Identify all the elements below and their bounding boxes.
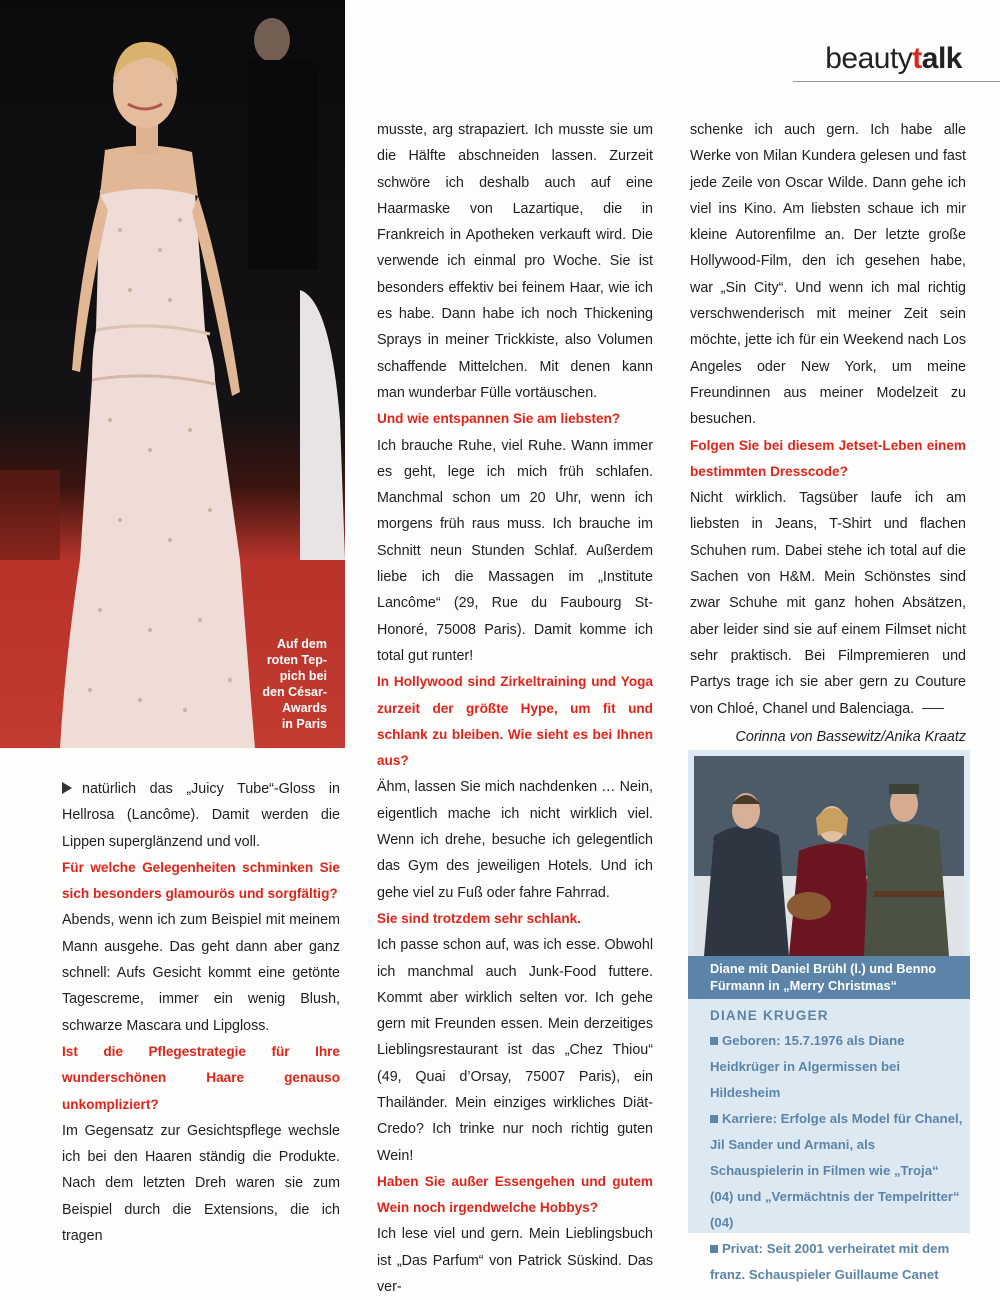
question: Haben Sie außer Essengehen und gutem Wein noch irgendwelche Hobbys?	[377, 1173, 653, 1216]
profile-title: DIANE KRUGER	[710, 1008, 829, 1023]
article-column-1	[62, 776, 340, 1249]
main-photo	[0, 0, 345, 748]
profile-facts	[710, 1028, 964, 1288]
photo-caption: Auf dem roten Tep- pich bei den César- Awards in Paris	[262, 637, 327, 731]
answer: Im Gegensatz zur Gesichtspflege wechsle ich bei den Haaren ständig die Produkte. Nach dem letzten Dreh waren sie zum Beispiel durch die Extensions, die ich tragen	[62, 1122, 340, 1245]
question: Folgen Sie bei diesem Jetset-Leben einem bestimmten Dresscode?	[690, 437, 966, 479]
section-header	[825, 42, 962, 76]
profile-fact-born: Geboren: 15.7.1976 als Diane Heidkrüger in Algermissen bei Hildesheim	[710, 1033, 905, 1100]
answer: Ich passe schon auf, was ich esse. Obwohl ich manchmal auch Junk-Food futtere. Kommt aber wirklich selten vor. Ich gehe gern mit Freunden essen. Mein derzeitiges Lieblingsrestaurant ist das „Chez Thiou“ (49, Quai d’Orsay, 75007 Paris), ein Thailänder. Mein einziges wirkliches Diät-Credo? Ich trinke nur noch richtig guten Wein!	[377, 937, 653, 1164]
answer: Ich lese viel und gern. Mein Lieblingsbuch ist „Das Parfum“ von Patrick Süskind. Das ver-	[377, 1226, 653, 1296]
end-dash	[922, 708, 944, 709]
question: Ist die Pflegestrategie für Ihre wunderschönen Haare genauso unkompliziert?	[62, 1043, 340, 1112]
answer: Nicht wirklich. Tagsüber laufe ich am liebsten in Jeans, T-Shirt und flachen Schuhen rum. Dabei stehe ich total auf die Sachen von H&M. Mein Schönstes sind zwar Schuhe mit ganz hohen Absätzen, aber leider sind sie auf einem Filmset nicht sehr praktisch. Bei Filmpremieren und Partys trage ich sie aber gern zu Couture von Chloé, Chanel und Balenciaga.	[690, 490, 966, 717]
bullet-square-icon	[710, 1245, 718, 1253]
article-column-3	[690, 117, 966, 750]
film-still-photo	[694, 756, 964, 956]
header-talk: talk	[912, 42, 962, 75]
author-signature: Corinna von Bassewitz/Anika Kraatz	[735, 728, 966, 745]
question: Und wie entspannen Sie am liebsten?	[377, 411, 621, 427]
answer: schenke ich auch gern. Ich habe alle Werke von Milan Kundera gelesen und fast jede Zeile von Oscar Wilde. Dann gehe ich viel ins Kino. Am liebsten schaue ich mir kleine Autorenfilme an. Der letzte große Hollywood-Film, den ich gesehen habe, war „Sin City“. Und wenn ich mal richtig verschwenderisch mit meiner Zeit sein möchte, jette ich für ein Weekend nach Los Angeles oder New York, um meine Freundinnen aus meiner Modelzeit zu besuchen.	[690, 122, 966, 428]
answer: Ähm, lassen Sie mich nachdenken … Nein, eigentlich mache ich nicht wirklich viel. Wenn ich drehe, besuche ich gelegentlich das Gym des jeweiligen Hotels. Und ich gehe viel zu Fuß oder fahre Fahrrad.	[377, 779, 653, 901]
profile-fact-career: Karriere: Erfolge als Model für Chanel, Jil Sander und Armani, als Schauspielerin in Filmen wie „Troja“ (04) und „Vermächtnis der Tempelritter“ (04)	[710, 1111, 963, 1230]
film-still-illustration	[694, 756, 964, 956]
question: In Hollywood sind Zirkeltraining und Yoga zurzeit der größte Hype, um fit und schlank zu bleiben. Wie sieht es bei Ihnen aus?	[377, 674, 653, 769]
question: Für welche Gelegenheiten schminken Sie sich besonders glamourös und sorgfältig?	[62, 859, 340, 902]
header-rule	[793, 81, 1000, 82]
continuation-arrow-icon	[62, 782, 72, 794]
film-still-caption: Diane mit Daniel Brühl (l.) und Benno Fürmann in „Merry Christmas“	[688, 956, 970, 999]
header-beauty: beauty	[825, 42, 913, 75]
bullet-square-icon	[710, 1037, 718, 1045]
question: Sie sind trotzdem sehr schlank.	[377, 910, 581, 926]
answer: Ich brauche Ruhe, viel Ruhe. Wann immer es geht, lege ich mich früh schlafen. Manchmal schon um 20 Uhr, wenn ich morgens früh raus muss. Ich brauche im Schnitt neun Stunden Schlaf. Außerdem liebe ich die Massagen im „Institute Lancôme“ (29, Rue du Faubourg St-Honoré, 75008 Paris). Damit komme ich total gut runter!	[377, 437, 653, 664]
profile-fact-private: Privat: Seit 2001 verheiratet mit dem franz. Schauspieler Guillaume Canet	[710, 1241, 950, 1282]
profile-box	[688, 750, 970, 1282]
answer: musste, arg strapaziert. Ich musste sie um die Hälfte abschneiden lassen. Zurzeit schwöre ich deshalb auch auf eine Haarmaske von Lazartique, die in Frankreich in Apotheken verkauft wird. Die verwende ich einmal pro Woche. Sie ist besonders effektiv bei feinem Haar, wie ich es habe. Dann habe ich noch Thickening Sprays in meiner Trickkiste, also Volumen schaffende Mittelchen. Mit denen kann man wunderbar Fülle vortäuschen.	[377, 122, 653, 401]
answer: Abends, wenn ich zum Beispiel mit meinem Mann ausgehe. Das geht dann aber ganz schnell: Aufs Gesicht kommt eine getönte Tagescreme, immer ein wenig Blush, schwarze Mascara und Lipgloss.	[62, 912, 340, 1034]
bullet-square-icon	[710, 1115, 718, 1123]
lead-paragraph: natürlich das „Juicy Tube“-Gloss in Hellrosa (Lancôme). Damit werden die Lippen superglänzend und voll.	[62, 781, 340, 850]
article-column-2	[377, 117, 653, 1300]
